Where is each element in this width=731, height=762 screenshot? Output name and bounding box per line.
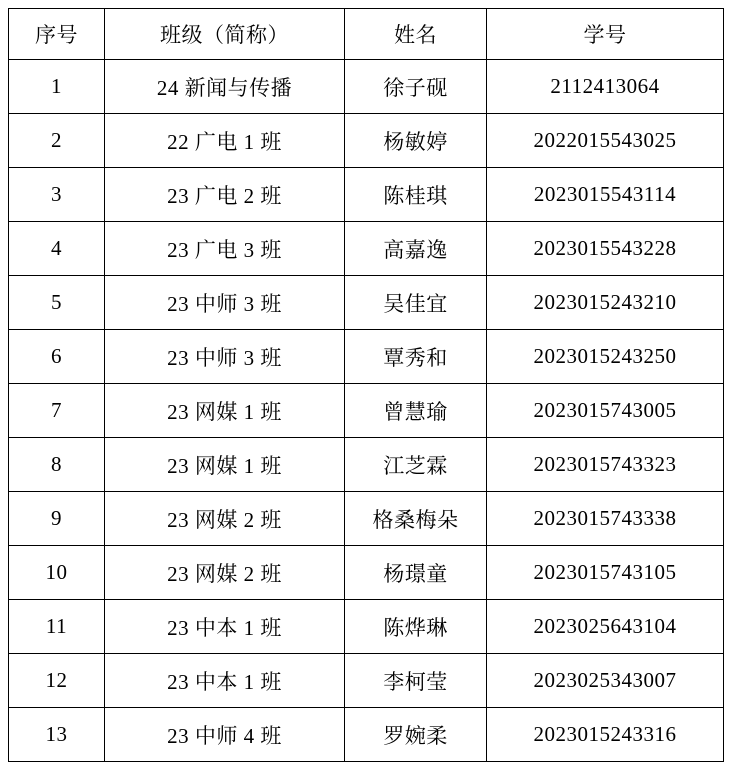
cell-class: 23 网媒 2 班 — [105, 492, 345, 546]
cell-index: 2 — [9, 114, 105, 168]
student-roster-table — [8, 8, 724, 762]
cell-index: 1 — [9, 60, 105, 114]
cell-name: 陈桂琪 — [345, 168, 487, 222]
table-row — [9, 708, 724, 762]
cell-index: 7 — [9, 384, 105, 438]
cell-name: 杨璟童 — [345, 546, 487, 600]
cell-name: 江芝霖 — [345, 438, 487, 492]
cell-index: 8 — [9, 438, 105, 492]
cell-student-id: 2023015243316 — [487, 708, 724, 762]
cell-index: 5 — [9, 276, 105, 330]
cell-class: 22 广电 1 班 — [105, 114, 345, 168]
table-row — [9, 600, 724, 654]
cell-class: 23 中师 3 班 — [105, 330, 345, 384]
table-row — [9, 222, 724, 276]
table-row — [9, 438, 724, 492]
cell-student-id: 2023025343007 — [487, 654, 724, 708]
cell-student-id: 2023015743338 — [487, 492, 724, 546]
cell-student-id: 2023015243250 — [487, 330, 724, 384]
cell-name: 格桑梅朵 — [345, 492, 487, 546]
column-header-student-id: 学号 — [487, 9, 724, 60]
cell-name: 高嘉逸 — [345, 222, 487, 276]
cell-class: 23 中本 1 班 — [105, 654, 345, 708]
cell-name: 覃秀和 — [345, 330, 487, 384]
cell-name: 杨敏婷 — [345, 114, 487, 168]
cell-class: 23 中本 1 班 — [105, 600, 345, 654]
cell-student-id: 2023015543114 — [487, 168, 724, 222]
table-row — [9, 114, 724, 168]
cell-name: 罗婉柔 — [345, 708, 487, 762]
cell-index: 3 — [9, 168, 105, 222]
table-body — [9, 60, 724, 762]
table-row — [9, 60, 724, 114]
cell-index: 13 — [9, 708, 105, 762]
column-header-name: 姓名 — [345, 9, 487, 60]
cell-index: 10 — [9, 546, 105, 600]
cell-student-id: 2023015543228 — [487, 222, 724, 276]
column-header-class: 班级（简称） — [105, 9, 345, 60]
cell-index: 9 — [9, 492, 105, 546]
cell-index: 6 — [9, 330, 105, 384]
cell-student-id: 2023015743323 — [487, 438, 724, 492]
column-header-index: 序号 — [9, 9, 105, 60]
cell-class: 23 广电 3 班 — [105, 222, 345, 276]
cell-name: 徐子砚 — [345, 60, 487, 114]
cell-name: 李柯莹 — [345, 654, 487, 708]
table-row — [9, 546, 724, 600]
cell-class: 23 网媒 1 班 — [105, 384, 345, 438]
cell-name: 吴佳宜 — [345, 276, 487, 330]
cell-index: 12 — [9, 654, 105, 708]
table-header-row — [9, 9, 724, 60]
cell-student-id: 2022015543025 — [487, 114, 724, 168]
table-row — [9, 276, 724, 330]
cell-class: 23 网媒 1 班 — [105, 438, 345, 492]
table-row — [9, 384, 724, 438]
cell-class: 23 中师 3 班 — [105, 276, 345, 330]
table-header — [9, 9, 724, 60]
cell-student-id: 2023025643104 — [487, 600, 724, 654]
table-row — [9, 330, 724, 384]
cell-student-id: 2112413064 — [487, 60, 724, 114]
cell-student-id: 2023015743005 — [487, 384, 724, 438]
cell-class: 23 网媒 2 班 — [105, 546, 345, 600]
table-row — [9, 168, 724, 222]
cell-student-id: 2023015743105 — [487, 546, 724, 600]
cell-student-id: 2023015243210 — [487, 276, 724, 330]
cell-class: 24 新闻与传播 — [105, 60, 345, 114]
table-row — [9, 654, 724, 708]
table-row — [9, 492, 724, 546]
cell-class: 23 中师 4 班 — [105, 708, 345, 762]
cell-class: 23 广电 2 班 — [105, 168, 345, 222]
cell-name: 陈烨琳 — [345, 600, 487, 654]
cell-name: 曾慧瑜 — [345, 384, 487, 438]
cell-index: 11 — [9, 600, 105, 654]
cell-index: 4 — [9, 222, 105, 276]
